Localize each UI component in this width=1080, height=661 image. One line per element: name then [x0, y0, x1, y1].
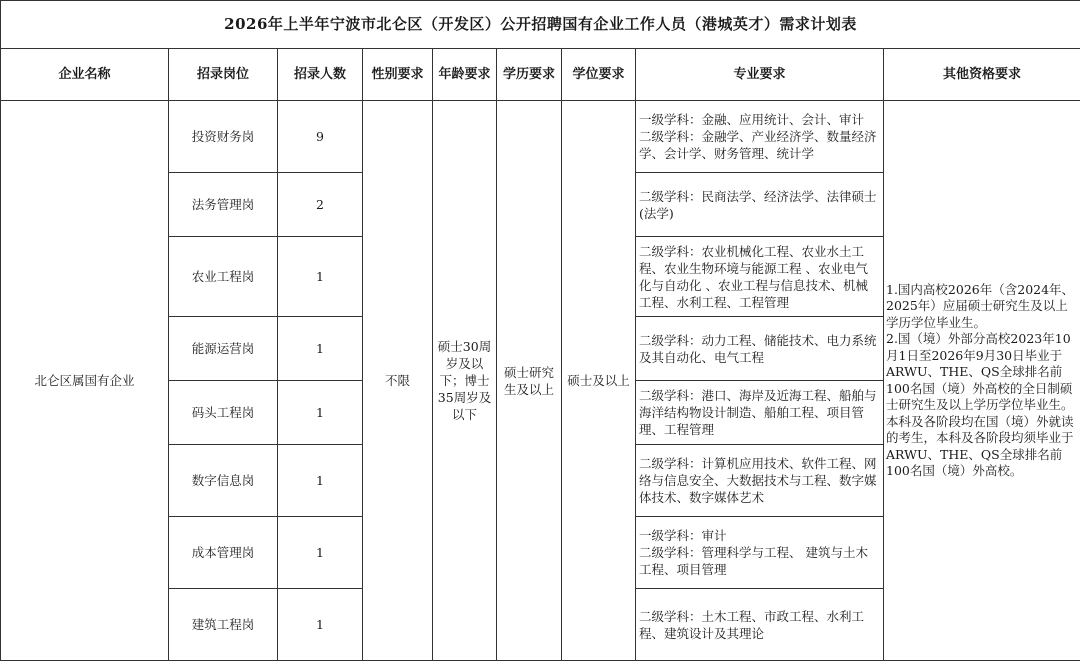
education-requirement: 硕士研究生及以上	[497, 101, 562, 661]
header-count: 招录人数	[278, 49, 363, 101]
major-requirement: 二级学科：计算机应用技术、软件工程、网络与信息安全、大数据技术与工程、数字媒体技术、数字媒体艺术	[636, 445, 884, 517]
position-name: 建筑工程岗	[169, 589, 278, 661]
position-name: 成本管理岗	[169, 517, 278, 589]
major-requirement: 一级学科：金融、应用统计、会计、审计 二级学科：金融学、产业经济学、数量经济学、会计学、财务管理、统计学	[636, 101, 884, 173]
header-age: 年龄要求	[433, 49, 497, 101]
position-name: 能源运营岗	[169, 317, 278, 381]
gender-requirement: 不限	[363, 101, 433, 661]
header-other: 其他资格要求	[884, 49, 1080, 101]
table-title: 2026年上半年宁波市北仑区（开发区）公开招聘国有企业工作人员（港城英才）需求计划表	[1, 1, 1080, 49]
position-count: 1	[278, 517, 363, 589]
header-major: 专业要求	[636, 49, 884, 101]
major-requirement: 二级学科：港口、海岸及近海工程、船舶与海洋结构物设计制造、船舶工程、项目管理、工程管理	[636, 381, 884, 445]
header-position: 招录岗位	[169, 49, 278, 101]
position-name: 数字信息岗	[169, 445, 278, 517]
major-requirement: 二级学科：民商法学、经济法学、法律硕士(法学)	[636, 173, 884, 237]
position-count: 1	[278, 237, 363, 317]
position-count: 9	[278, 101, 363, 173]
header-company: 企业名称	[1, 49, 169, 101]
position-name: 投资财务岗	[169, 101, 278, 173]
position-count: 1	[278, 317, 363, 381]
position-count: 2	[278, 173, 363, 237]
position-name: 码头工程岗	[169, 381, 278, 445]
table-row	[1, 101, 1080, 173]
major-requirement: 一级学科：审计 二级学科：管理科学与工程、 建筑与土木工程、项目管理	[636, 517, 884, 589]
company-name: 北仑区属国有企业	[1, 101, 169, 661]
header-education: 学历要求	[497, 49, 562, 101]
header-degree: 学位要求	[562, 49, 636, 101]
major-requirement: 二级学科：农业机械化工程、农业水土工程、农业生物环境与能源工程 、农业电气化与自动化 、农业工程与信息技术、机械工程、水利工程、工程管理	[636, 237, 884, 317]
position-count: 1	[278, 589, 363, 661]
title-row	[1, 1, 1080, 49]
other-requirements: 1.国内高校2026年（含2024年、2025年）应届硕士研究生及以上学历学位毕业生。 2.国（境）外部分高校2023年10月1日至2026年9月30日毕业于ARWU、THE、QS全球排名前100名国（境）外高校的全日制硕士研究生及以上学历学位毕业生。本科及各阶段均在国（境）外就读的考生，本科及各阶段均须毕业于ARWU、THE、QS全球排名前100名国（境）外高校。	[884, 101, 1080, 661]
position-name: 法务管理岗	[169, 173, 278, 237]
position-count: 1	[278, 445, 363, 517]
degree-requirement: 硕士及以上	[562, 101, 636, 661]
header-row	[1, 49, 1080, 101]
major-requirement: 二级学科：土木工程、市政工程、水利工程、建筑设计及其理论	[636, 589, 884, 661]
header-gender: 性别要求	[363, 49, 433, 101]
major-requirement: 二级学科：动力工程、储能技术、电力系统及其自动化、电气工程	[636, 317, 884, 381]
position-name: 农业工程岗	[169, 237, 278, 317]
age-requirement: 硕士30周岁及以下；博士35周岁及以下	[433, 101, 497, 661]
position-count: 1	[278, 381, 363, 445]
